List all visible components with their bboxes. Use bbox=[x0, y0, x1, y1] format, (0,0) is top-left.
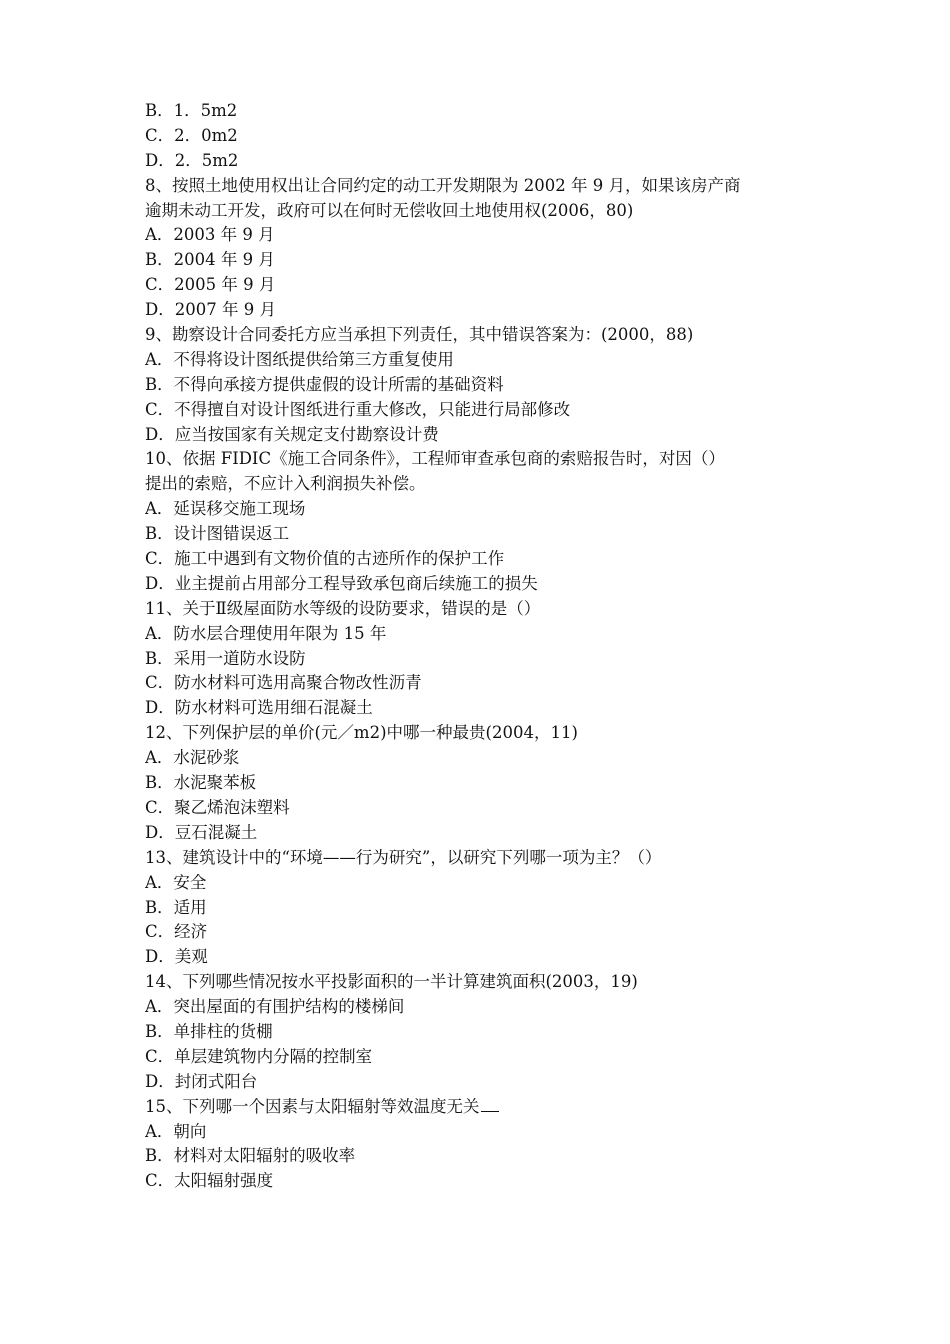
option-a-q10: A．延误移交施工现场 bbox=[145, 499, 306, 519]
document-body bbox=[145, 99, 815, 1194]
question-12: 12、下列保护层的单价(元／m2)中哪一种最贵(2004，11) bbox=[145, 723, 578, 743]
question-8-line-2: 逾期未动工开发，政府可以在何时无偿收回土地使用权(2006，80) bbox=[145, 200, 634, 220]
question-11: 11、关于Ⅱ级屋面防水等级的设防要求，错误的是（） bbox=[145, 598, 541, 618]
question-15 bbox=[145, 1095, 815, 1120]
option-b-q12: B．水泥聚苯板 bbox=[145, 773, 257, 793]
option-d-q14: D．封闭式阳台 bbox=[145, 1071, 258, 1091]
option-b-q10: B．设计图错误返工 bbox=[145, 524, 290, 544]
option-d-q7: D．2．5m2 bbox=[145, 150, 239, 170]
option-b-q11: B．采用一道防水设防 bbox=[145, 648, 306, 668]
option-b-q13: B．适用 bbox=[145, 897, 207, 917]
option-c-q9: C．不得擅自对设计图纸进行重大修改，只能进行局部修改 bbox=[145, 399, 571, 419]
question-9: 9、勘察设计合同委托方应当承担下列责任，其中错误答案为：(2000，88) bbox=[145, 325, 694, 345]
option-d-q10: D．业主提前占用部分工程导致承包商后续施工的损失 bbox=[145, 573, 538, 593]
option-c-q7: C．2．0m2 bbox=[145, 125, 238, 145]
option-d-q13: D．美观 bbox=[145, 947, 208, 967]
option-c-q10: C．施工中遇到有文物价值的古迹所作的保护工作 bbox=[145, 549, 505, 569]
option-b-q8: B．2004 年 9 月 bbox=[145, 250, 275, 270]
option-c-q14: C．单层建筑物内分隔的控制室 bbox=[145, 1046, 373, 1066]
option-c-q11: C．防水材料可选用高聚合物改性沥青 bbox=[145, 673, 422, 693]
question-10-line-1: 10、依据 FIDIC《施工合同条件》，工程师审查承包商的索赔报告时，对因（） bbox=[145, 449, 725, 469]
option-a-q11: A．防水层合理使用年限为 15 年 bbox=[145, 623, 387, 643]
answer-blank bbox=[481, 1097, 499, 1112]
option-b-q9: B．不得向承接方提供虚假的设计所需的基础资料 bbox=[145, 374, 504, 394]
option-c-q12: C．聚乙烯泡沫塑料 bbox=[145, 797, 290, 817]
option-d-q8: D．2007 年 9 月 bbox=[145, 300, 276, 320]
option-d-q12: D．豆石混凝土 bbox=[145, 822, 258, 842]
question-15-text: 15、下列哪一个因素与太阳辐射等效温度无关 bbox=[145, 1096, 480, 1116]
option-b-q7: B．1．5m2 bbox=[145, 101, 238, 120]
option-d-q11: D．防水材料可选用细石混凝土 bbox=[145, 698, 373, 718]
option-c-q15: C．太阳辐射强度 bbox=[145, 1171, 274, 1191]
option-d-q9: D．应当按国家有关规定支付勘察设计费 bbox=[145, 424, 439, 444]
option-b-q15: B．材料对太阳辐射的吸收率 bbox=[145, 1146, 356, 1166]
question-10-line-2: 提出的索赔，不应计入利润损失补偿。 bbox=[145, 474, 426, 494]
option-a-q9: A．不得将设计图纸提供给第三方重复使用 bbox=[145, 349, 454, 369]
option-a-q13: A．安全 bbox=[145, 872, 207, 892]
option-c-q13: C．经济 bbox=[145, 922, 208, 942]
question-8-line-1: 8、按照土地使用权出让合同约定的动工开发期限为 2002 年 9 月，如果该房产商 bbox=[145, 175, 741, 195]
option-c-q8: C．2005 年 9 月 bbox=[145, 275, 276, 295]
option-a-q15: A．朝向 bbox=[145, 1121, 207, 1141]
option-a-q14: A．突出屋面的有围护结构的楼梯间 bbox=[145, 997, 405, 1017]
question-13: 13、建筑设计中的“环境——行为研究”，以研究下列哪一项为主？（） bbox=[145, 847, 662, 867]
option-b-q14: B．单排柱的货棚 bbox=[145, 1021, 273, 1041]
option-a-q8: A．2003 年 9 月 bbox=[145, 225, 275, 245]
option-a-q12: A．水泥砂浆 bbox=[145, 748, 240, 768]
question-14: 14、下列哪些情况按水平投影面积的一半计算建筑面积(2003，19) bbox=[145, 972, 638, 992]
